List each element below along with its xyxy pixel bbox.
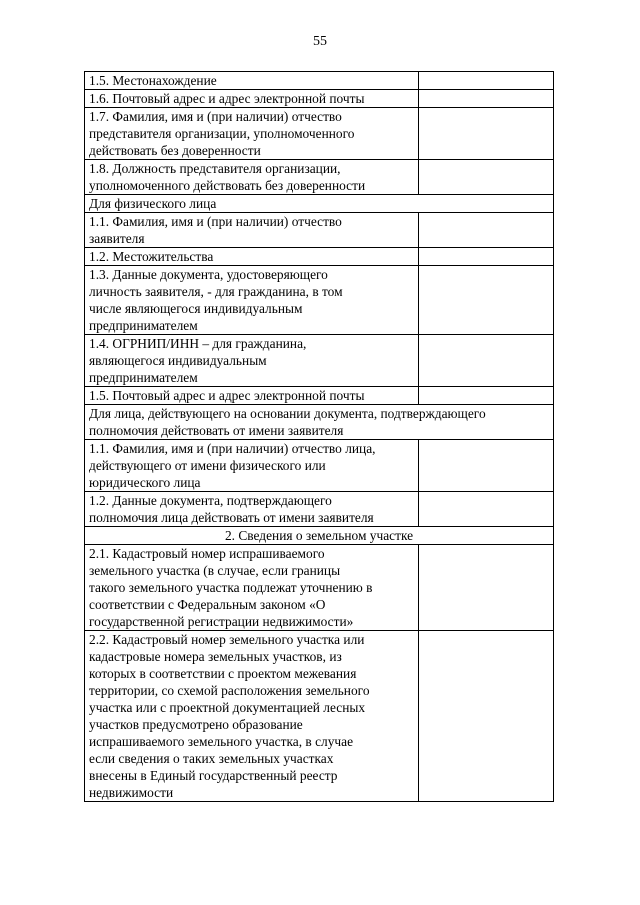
section-header-row — [85, 527, 554, 545]
section-header-row — [85, 405, 554, 440]
section-header-row — [85, 195, 554, 213]
field-value-cell — [419, 335, 554, 387]
field-label: 1.1. Фамилия, имя и (при наличии) отчество заявителя — [85, 213, 419, 248]
field-label: 1.5. Почтовый адрес и адрес электронной почты — [85, 387, 419, 405]
page-number: 55 — [313, 34, 327, 49]
form-row — [85, 335, 554, 387]
form-row — [85, 90, 554, 108]
form-row — [85, 492, 554, 527]
field-label: 1.8. Должность представителя организации, уполномоченного действовать без доверенности — [85, 160, 419, 195]
section-header-label: Для физического лица — [85, 195, 554, 213]
field-value-cell — [419, 90, 554, 108]
section-header-label: Для лица, действующего на основании документа, подтверждающего полномочия действовать от имени заявителя — [85, 405, 554, 440]
field-value-cell — [419, 160, 554, 195]
field-value-cell — [419, 213, 554, 248]
form-row — [85, 266, 554, 335]
form-row — [85, 248, 554, 266]
form-row — [85, 108, 554, 160]
form-row — [85, 72, 554, 90]
field-label: 1.2. Данные документа, подтверждающего полномочия лица действовать от имени заявителя — [85, 492, 419, 527]
field-label: 1.6. Почтовый адрес и адрес электронной почты — [85, 90, 419, 108]
field-label: 1.7. Фамилия, имя и (при наличии) отчество представителя организации, уполномоченного действовать без доверенности — [85, 108, 419, 160]
field-value-cell — [419, 440, 554, 492]
field-value-cell — [419, 72, 554, 90]
field-label: 1.2. Местожительства — [85, 248, 419, 266]
form-row — [85, 160, 554, 195]
field-label: 2.2. Кадастровый номер земельного участка или кадастровые номера земельных участков, из которых в соответствии с проектом межевания территории, со схемой расположения земельного участка или с проектной документацией лесных участков предусмотрено образование испрашиваемого земельного участка, в случае если сведения о таких земельных участках внесены в Единый государственный реестр недвижимости — [85, 631, 419, 802]
field-value-cell — [419, 492, 554, 527]
section-header-label: 2. Сведения о земельном участке — [85, 527, 554, 545]
field-label: 2.1. Кадастровый номер испрашиваемого земельного участка (в случае, если границы такого земельного участка подлежат уточнению в соответствии с Федеральным законом «О государственной регистрации недвижимости» — [85, 545, 419, 631]
field-value-cell — [419, 266, 554, 335]
field-value-cell — [419, 545, 554, 631]
field-label: 1.3. Данные документа, удостоверяющего личность заявителя, - для гражданина, в том числе являющегося индивидуальным предпринимателем — [85, 266, 419, 335]
form-row — [85, 545, 554, 631]
field-label: 1.5. Местонахождение — [85, 72, 419, 90]
form-row — [85, 631, 554, 802]
form-row — [85, 213, 554, 248]
field-value-cell — [419, 108, 554, 160]
form-row — [85, 387, 554, 405]
form-table-body — [85, 72, 554, 802]
application-form-table — [84, 71, 554, 802]
field-value-cell — [419, 248, 554, 266]
field-value-cell — [419, 631, 554, 802]
field-label: 1.4. ОГРНИП/ИНН – для гражданина, являющегося индивидуальным предпринимателем — [85, 335, 419, 387]
field-value-cell — [419, 387, 554, 405]
form-row — [85, 440, 554, 492]
field-label: 1.1. Фамилия, имя и (при наличии) отчество лица, действующего от имени физического или юридического лица — [85, 440, 419, 492]
